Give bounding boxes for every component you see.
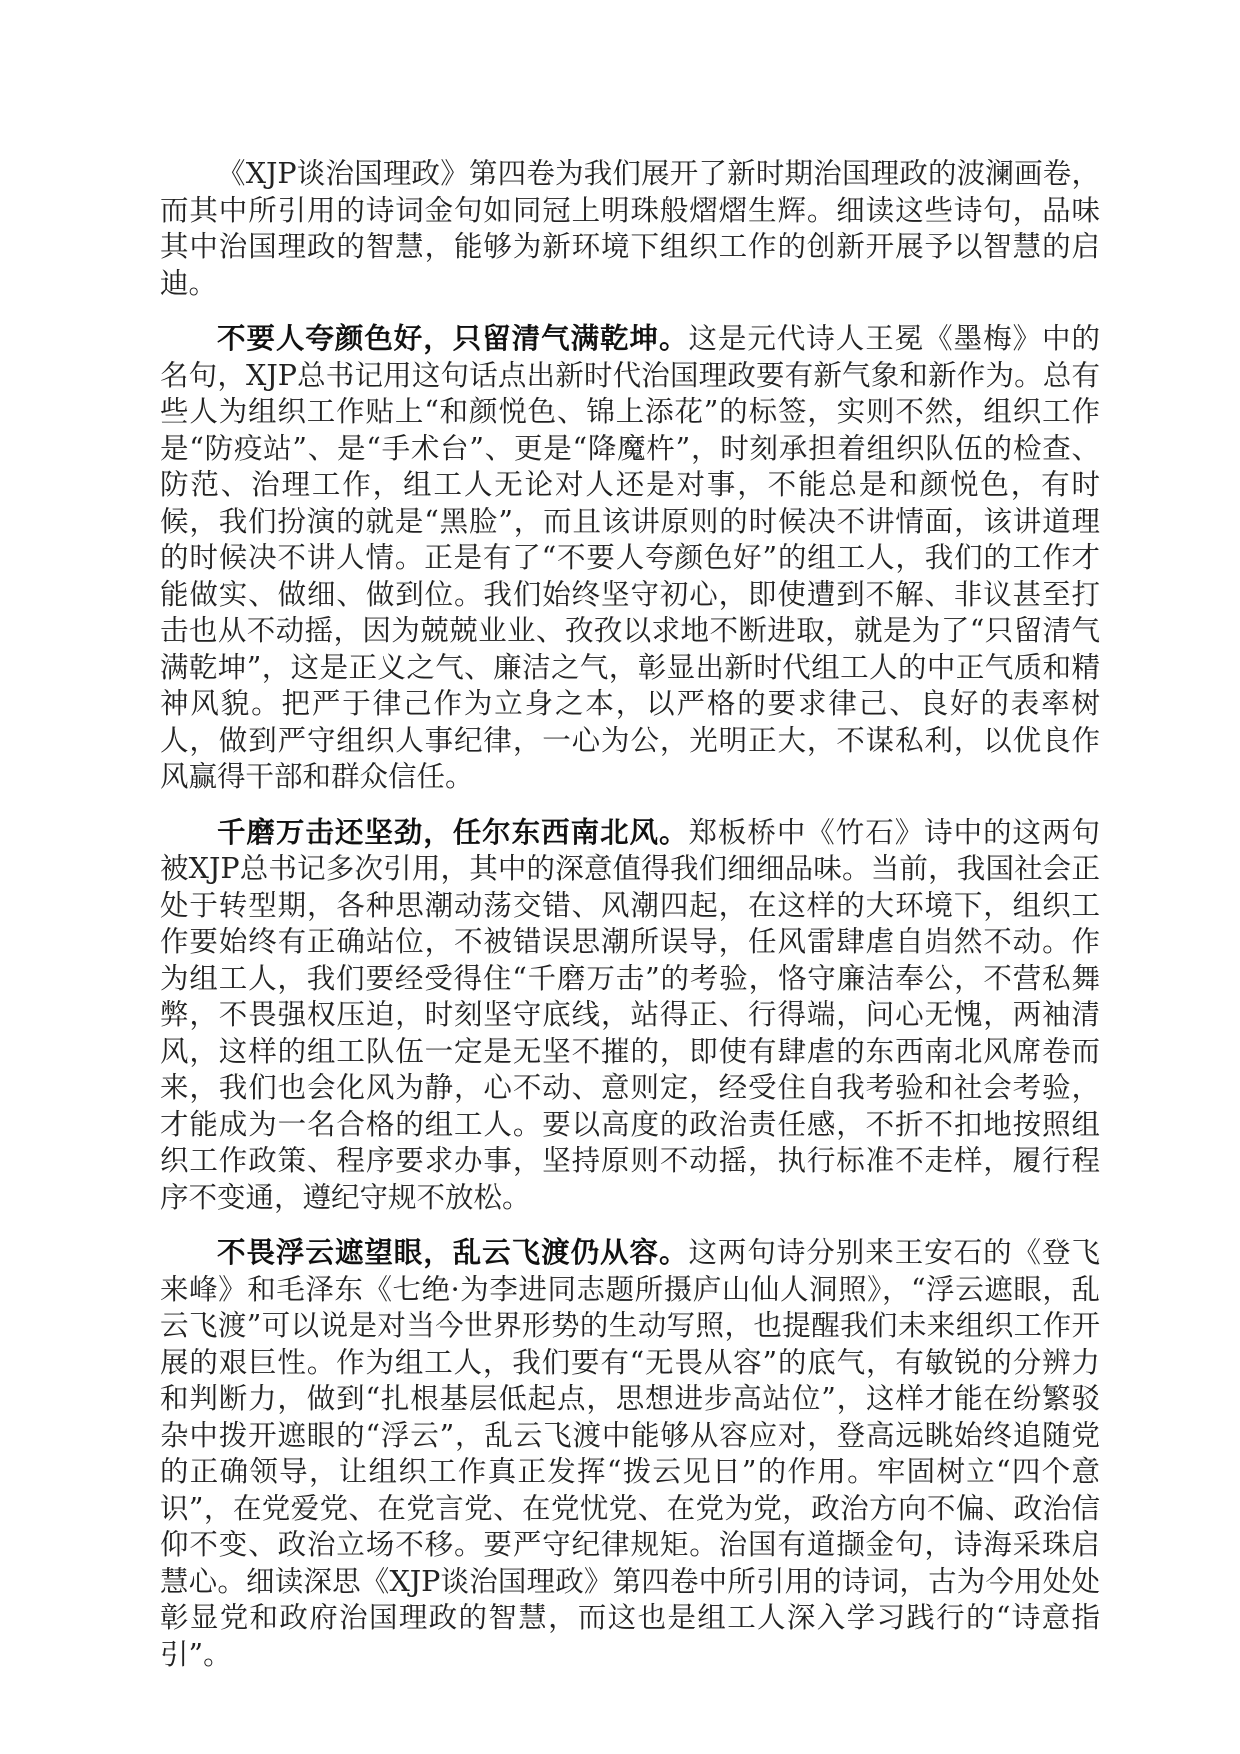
paragraph-body: 这两句诗分别来王安石的《登飞来峰》和毛泽东《七绝·为李进同志题所摄庐山仙人洞照》，“浮云遮眼，乱云飞渡”可以说是对当今世界形势的生动写照，也提醒我们未来组织工作开展的艰巨性。作为组工人，我们要有“无畏从容”的底气，有敏锐的分辨力和判断力，做到“扎根基层低起点，思想进步高站位”，这样才能在纷繁驳杂中拨开遮眼的“浮云”，乱云飞渡中能够从容应对，登高远眺始终追随党的正确领导，让组织工作真正发挥“拨云见日”的作用。牢固树立“四个意识”，在党爱党、在党言党、在党忧党、在党为党，政治方向不偏、政治信仰不变、政治立场不移。要严守纪律规矩。治国有道撷金句，诗海采珠启慧心。细读深思《XJP谈治国理政》第四卷中所引用的诗词，古为今用处处彰显党和政府治国理政的智慧，而这也是组工人深入学习践行的“诗意指引”。 — [160, 1236, 1100, 1671]
paragraph-lead: 不畏浮云遮望眼，乱云飞渡仍从容。 — [217, 1235, 689, 1269]
paragraph-body: 《XJP谈治国理政》第四卷为我们展开了新时期治国理政的波澜画卷，而其中所引用的诗词金句如同冠上明珠般熠熠生辉。细读这些诗句，品味其中治国理政的智慧，能够为新环境下组织工作的创新开展予以智慧的启迪。 — [160, 157, 1100, 300]
paragraph-lead: 不要人夸颜色好，只留清气满乾坤。 — [217, 321, 689, 355]
paragraph-intro — [160, 155, 1100, 302]
paragraph-moshe — [160, 320, 1100, 796]
paragraph-lead: 千磨万击还坚劲，任尔东西南北风。 — [217, 814, 689, 849]
paragraph-fuyun — [160, 1234, 1100, 1673]
paragraph-body: 这是元代诗人王冕《墨梅》中的名句，XJP总书记用这句话点出新时代治国理政要有新气象和新作为。总有些人为组织工作贴上“和颜悦色、锦上添花”的标签，实则不然，组织工作是“防疫站”、是“手术台”、更是“降魔杵”，时刻承担着组织队伍的检查、防范、治理工作，组工人无论对人还是对事，不能总是和颜悦色，有时候，我们扮演的就是“黑脸”，而且该讲原则的时候决不讲情面，该讲道理的时候决不讲人情。正是有了“不要人夸颜色好”的组工人，我们的工作才能做实、做细、做到位。我们始终坚守初心，即使遭到不解、非议甚至打击也从不动摇，因为兢兢业业、孜孜以求地不断进取，就是为了“只留清气满乾坤”，这是正义之气、廉洁之气，彰显出新时代组工人的中正气质和精神风貌。把严于律己作为立身之本，以严格的要求律己、良好的表率树人，做到严守组织人事纪律，一心为公，光明正大，不谋私利，以优良作风赢得干部和群众信任。 — [160, 322, 1100, 793]
paragraph-body: 郑板桥中《竹石》诗中的这两句被XJP总书记多次引用，其中的深意值得我们细细品味。当前，我国社会正处于转型期，各种思潮动荡交错、风潮四起，在这样的大环境下，组织工作要始终有正确站位，不被错误思潮所误导，任风雷肆虐自岿然不动。作为组工人，我们要经受得住“千磨万击”的考验，恪守廉洁奉公，不营私舞弊，不畏强权压迫，时刻坚守底线，站得正、行得端，问心无愧，两袖清风，这样的组工队伍一定是无坚不摧的，即使有肆虐的东西南北风席卷而来，我们也会化风为静，心不动、意则定，经受住自我考验和社会考验，才能成为一名合格的组工人。要以高度的政治责任感，不折不扣地按照组织工作政策、程序要求办事，坚持原则不动摇，执行标准不走样，履行程序不变通，遵纪守规不放松。 — [160, 815, 1100, 1214]
document-page — [160, 155, 1100, 1691]
paragraph-zhushi — [160, 814, 1100, 1217]
